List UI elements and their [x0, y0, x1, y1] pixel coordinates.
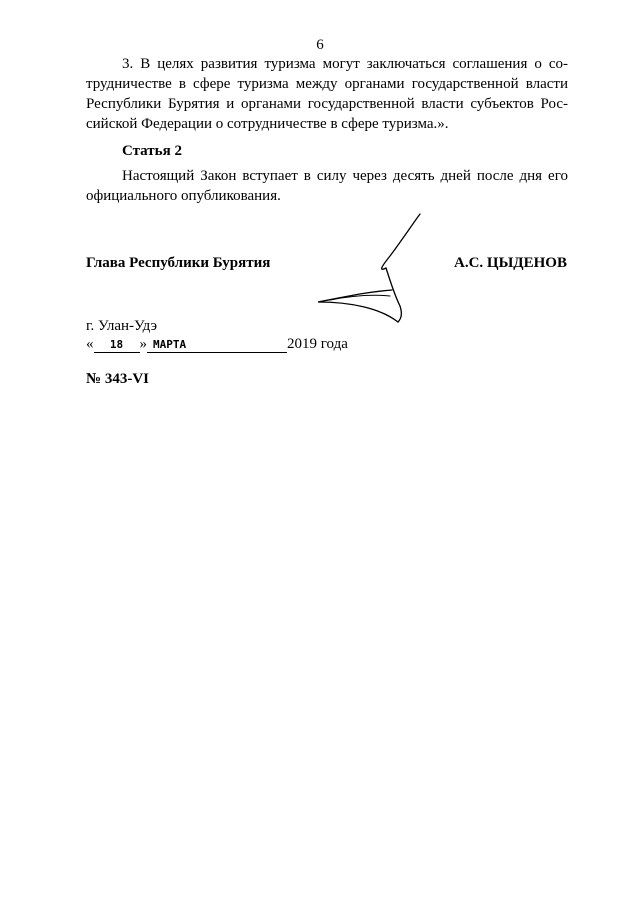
page-number: 6 — [316, 37, 324, 53]
signer-position: Глава Республики Бурятия — [86, 255, 271, 271]
article-heading: Статья 2 — [122, 143, 182, 159]
paragraph-3-tourism-agreements: 3. В целях развития туризма могут заключаться соглашения о сотрудничестве в сфере туризма между органами государственной власти Республики Бурятия и органами государственной власти субъектов Российской Федерации о сотрудничестве в сфере туризма.». — [86, 56, 568, 132]
date-day: 18 — [94, 338, 140, 353]
handwritten-signature — [310, 210, 430, 330]
place-of-signing: г. Улан-Удэ — [86, 318, 158, 334]
date-close-quote: » — [139, 336, 147, 352]
date-line — [86, 336, 348, 353]
date-year: 2019 года — [287, 336, 348, 352]
signer-name: А.С. ЦЫДЕНОВ — [454, 255, 567, 271]
law-number: № 343-VI — [86, 371, 149, 387]
date-open-quote: « — [86, 336, 94, 352]
paragraph-entry-into-force: Настоящий Закон вступает в силу через десять дней после дня его официального опубликования. — [86, 168, 568, 204]
date-month: МАРТА — [147, 338, 287, 353]
